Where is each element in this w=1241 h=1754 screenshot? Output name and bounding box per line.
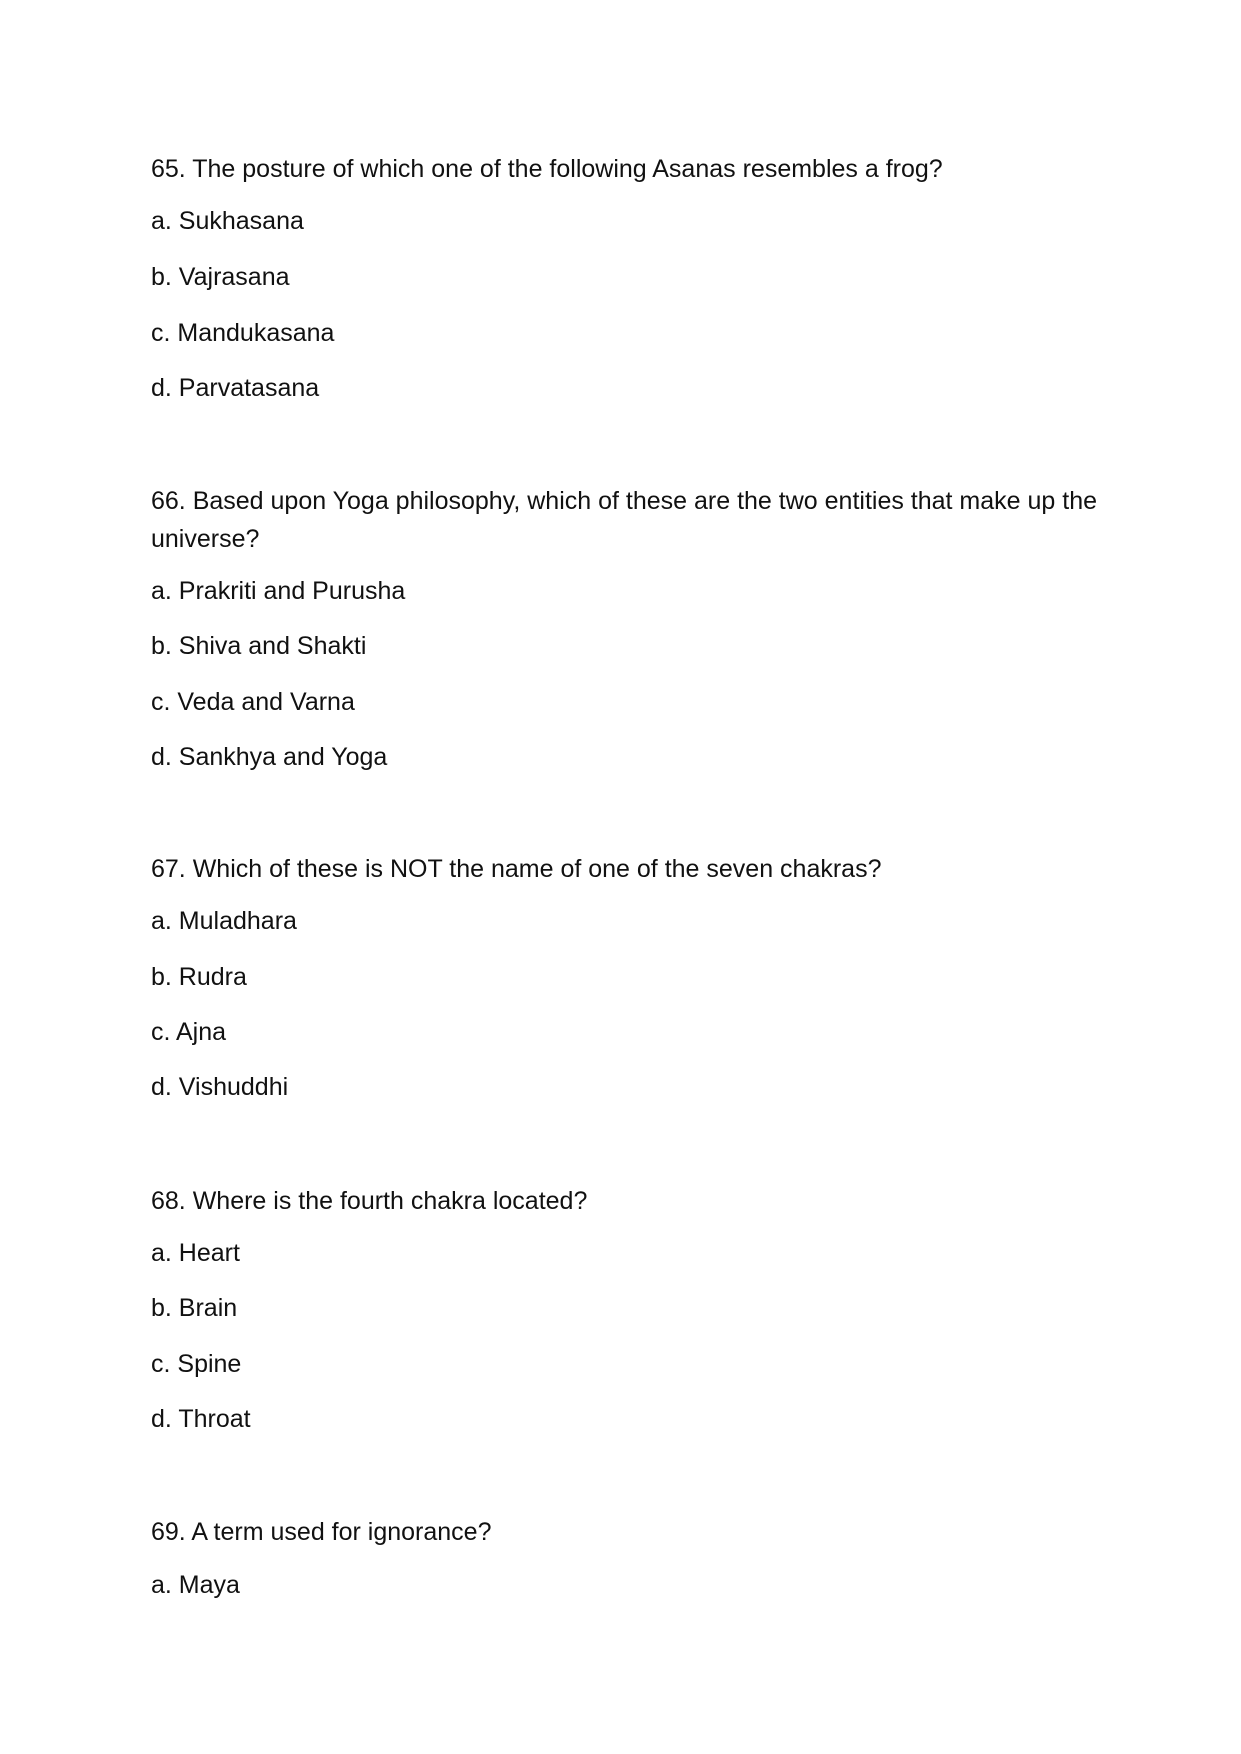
option-a: a. Maya	[151, 1571, 240, 1599]
question-text: 69. A term used for ignorance?	[151, 1518, 492, 1546]
option-d: d. Sankhya and Yoga	[151, 743, 388, 771]
question-69	[151, 1513, 1101, 1599]
option-b: b. Vajrasana	[151, 263, 290, 291]
option-c: c. Veda and Varna	[151, 688, 355, 716]
option-c: c. Ajna	[151, 1018, 227, 1046]
question-67	[151, 850, 1101, 1101]
question-text: 66. Based upon Yoga philosophy, which of these are the two entities that make up the universe?	[151, 487, 1098, 553]
option-d: d. Vishuddhi	[151, 1073, 289, 1101]
question-text: 65. The posture of which one of the following Asanas resembles a frog?	[151, 155, 943, 183]
option-b: b. Brain	[151, 1294, 238, 1322]
option-d: d. Parvatasana	[151, 374, 320, 402]
option-a: a. Heart	[151, 1239, 240, 1267]
question-65	[151, 150, 1101, 402]
option-c: c. Spine	[151, 1350, 242, 1378]
option-a: a. Muladhara	[151, 907, 297, 935]
question-68	[151, 1182, 1101, 1433]
option-b: b. Shiva and Shakti	[151, 632, 367, 660]
question-text: 68. Where is the fourth chakra located?	[151, 1187, 588, 1215]
option-d: d. Throat	[151, 1405, 251, 1433]
option-a: a. Prakriti and Purusha	[151, 577, 406, 605]
option-a: a. Sukhasana	[151, 207, 304, 235]
question-text: 67. Which of these is NOT the name of one of the seven chakras?	[151, 855, 882, 883]
question-66	[151, 482, 1101, 771]
option-c: c. Mandukasana	[151, 319, 335, 347]
option-b: b. Rudra	[151, 963, 247, 991]
